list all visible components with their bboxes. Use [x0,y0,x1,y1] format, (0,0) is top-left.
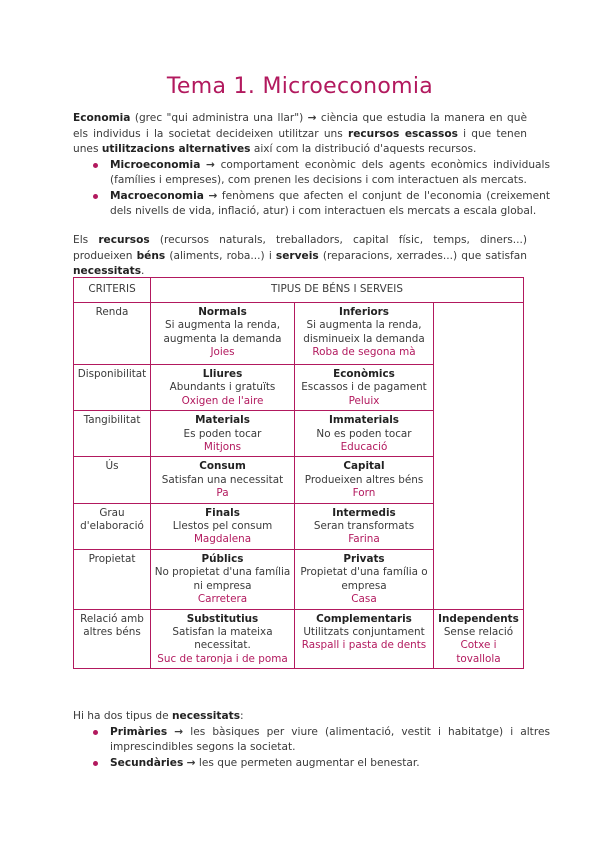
type-example: Roba de segona mà [312,346,416,359]
type-name: Privats [343,552,385,565]
type-cell [151,457,295,503]
type-example: Raspall i pasta de dents [301,639,427,652]
text: . [141,265,145,277]
type-example: Mitjons [203,441,242,454]
type-name: Materials [195,414,250,427]
type-example: Educació [340,441,388,454]
criteri-cell: Ús [74,457,151,503]
text: (reparacions, xerrades...) que satisfan [318,249,527,262]
arrow-icon: → [307,112,317,124]
arrow-icon: → [208,189,218,202]
type-cell [295,503,434,549]
type-desc: Es poden tocar [183,427,262,440]
term: necessitats [73,265,142,277]
list-item [93,158,550,189]
type-example: Oxigen de l'aire [181,394,264,407]
term: serveis [275,249,319,262]
criteri-cell: Grau d'elaboració [74,503,151,549]
type-desc: Si augmenta la renda, disminueix la demanda [303,319,425,345]
needs-section [73,709,550,771]
text: i que tenen unes [73,127,527,155]
type-example: Farina [348,533,380,546]
type-desc: Si augmenta la renda, augmenta la demanda [163,319,282,345]
term: Macroeconomia [110,189,204,202]
type-name: Públics [201,552,244,565]
text: fenòmens que afecten el conjunt de l'economia (creixement dels nivells de vida, inflació, atur) i com interactuen els mercats a escala global. [110,189,550,217]
type-example: Pa [216,487,229,500]
term: recursos [98,234,150,246]
term: Microeconomia [110,158,201,171]
term: necessitats [171,710,241,722]
table-row [74,609,524,669]
type-cell [151,303,295,365]
table-row [74,303,524,365]
type-desc: Llestos pel consum [172,520,273,533]
goods-types-table [73,277,524,669]
type-desc: Produeixen altres béns [304,473,424,486]
term: béns [136,249,166,262]
type-cell [151,503,295,549]
type-desc: Satisfan la mateixa necessitat. [172,625,273,652]
type-desc: No propietat d'una família ni empresa [154,566,291,592]
text: Hi ha dos tipus de [73,710,172,722]
criteri-cell: Tangibilitat [74,411,151,457]
type-cell [295,365,434,411]
type-desc: Satisfan una necessitat [161,473,284,486]
criteri-cell: Disponibilitat [74,365,151,411]
text: : [240,710,244,722]
text: ciència que estudia la manera en què els individus i la societat decideixen utilitzar uns [73,112,527,140]
intro-section [73,111,551,220]
term: Primàries [110,725,168,738]
type-desc: Seran transformats [313,520,415,533]
type-example: Magdalena [193,533,252,546]
term: recursos escassos [347,127,458,140]
type-example: Peluix [348,394,380,407]
type-name: Econòmics [333,368,395,380]
type-cell [151,365,295,411]
type-cell [434,609,524,669]
needs-intro [73,709,527,725]
type-desc: No es poden tocar [316,427,412,440]
arrow-icon: → [186,756,196,769]
header-tipus: TIPUS DE BÉNS I SERVEIS [151,278,524,303]
text: (aliments, roba...) i [165,249,276,262]
arrow-icon: → [206,158,215,171]
type-name: Immaterials [329,414,399,427]
empty-cell [434,303,524,610]
resources-paragraph [73,233,527,280]
type-example: Carretera [197,593,248,606]
type-name: Finals [205,506,240,519]
type-desc: Sense relació [443,625,514,638]
text: (grec "qui administra una llar") [130,112,308,124]
criteri-cell: Propietat [74,549,151,609]
type-desc: Utilitzats conjuntament [303,625,425,638]
type-name: Consum [199,460,246,473]
text: així com la distribució d'aquests recursos. [250,143,477,155]
text: les que permeten augmentar el benestar. [195,756,420,769]
list-item [93,189,550,220]
type-cell [295,303,434,365]
term-economia: Economia [73,112,131,124]
page-title: Tema 1. Microeconomia [166,74,434,99]
type-example: Suc de taronja i de poma [157,652,288,665]
type-desc: Escassos i de pagament [301,381,427,394]
type-example: Casa [351,593,377,606]
type-desc: Propietat d'una família o empresa [300,566,428,592]
type-cell [151,609,295,669]
type-cell [151,549,295,609]
type-cell [151,411,295,457]
economia-bullets [73,158,551,220]
type-cell [295,549,434,609]
term: Secundàries [110,756,184,769]
text: (recursos naturals, treballadors, capital físic, temps, diners...) produeixen [73,234,527,262]
text: comportament econòmic dels agents econòmics individuals (famílies i empreses), com prenen les decisions i com interactuen als mercats. [110,158,551,186]
term: utilitzacions alternatives [101,143,251,155]
type-example: Forn [352,487,376,500]
type-name: Lliures [202,368,243,380]
type-name: Independents [438,612,519,625]
type-name: Capital [343,460,385,473]
type-cell [295,457,434,503]
type-desc: Abundants i gratuïts [169,381,276,394]
list-item [93,756,550,772]
type-name: Complementaris [316,612,412,625]
type-example: Joies [210,346,235,359]
type-name: Substitutius [186,612,259,625]
text: les bàsiques per viure (alimentació, vestit i habitatge) i altres imprescindibles segons la societat. [110,725,550,753]
arrow-icon: → [174,725,184,738]
type-cell [295,609,434,669]
type-cell [295,411,434,457]
type-example: Cotxe i tovallola [456,639,501,665]
economia-definition [73,111,527,158]
header-criteris: CRITERIS [74,278,151,303]
list-item [93,725,550,756]
needs-bullets [73,725,550,772]
criteri-cell: Relació amb altres béns [74,609,151,669]
table-header-row [74,278,524,303]
criteri-cell: Renda [74,303,151,365]
type-name: Inferiors [339,306,389,318]
text: Els [73,234,99,246]
type-name: Intermedis [332,506,396,519]
type-name: Normals [198,306,247,318]
